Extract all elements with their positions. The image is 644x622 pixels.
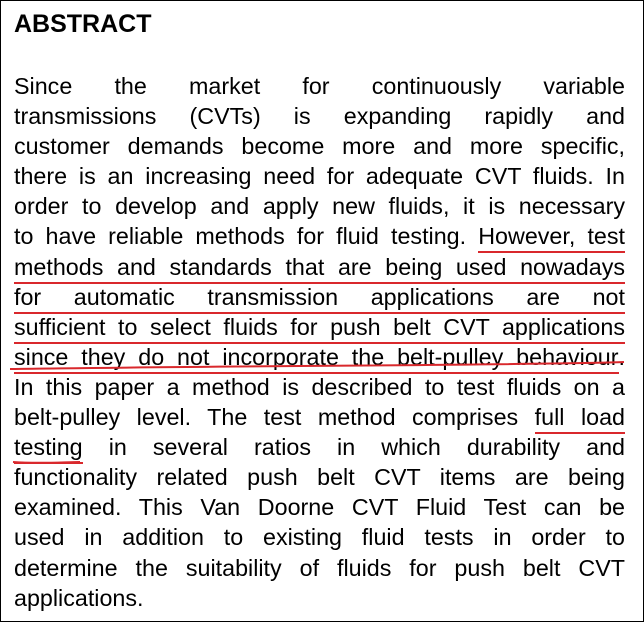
line-text: applications. [14, 584, 144, 611]
text-line [14, 191, 625, 221]
line-text: functionality related push belt CVT items are being [14, 464, 625, 491]
text-line [14, 372, 625, 402]
text-line [14, 342, 625, 372]
line-text: customer demands become more and more specific, [14, 133, 625, 160]
underlined-text: However, test [478, 223, 625, 250]
text-line [14, 492, 625, 522]
text-line [14, 161, 625, 191]
text-line [14, 583, 625, 613]
underlined-text: for automatic transmission applications are not [14, 283, 625, 310]
text-line [14, 221, 625, 251]
text-line [14, 553, 625, 583]
line-text: Since the market for continuously variable [14, 73, 625, 99]
text-line [14, 312, 625, 342]
line-text: determine the suitability of fluids for push belt CVT [14, 554, 625, 581]
line-text: transmissions (CVTs) is expanding rapidly and [14, 103, 625, 130]
text-line [14, 101, 625, 131]
underlined-text: full load [534, 404, 625, 431]
underlined-text: sufficient to select fluids for push belt CVT applications [14, 313, 625, 340]
text-line [14, 462, 625, 492]
line-text: order to develop and apply new fluids, it is necessary [14, 193, 625, 220]
text-line [14, 432, 625, 462]
line-text: examined. This Van Doorne CVT Fluid Test can be [14, 494, 625, 521]
text-line [14, 252, 625, 282]
abstract-heading: ABSTRACT [14, 10, 152, 38]
underlined-text: testing [14, 434, 83, 461]
text-line [14, 402, 625, 432]
line-text: there is an increasing need for adequate CVT fluids. In [14, 163, 625, 190]
text-line [14, 522, 625, 552]
line-text: to have reliable methods for fluid testing. [14, 223, 479, 250]
abstract-body [14, 71, 625, 613]
underlined-text: since they do not incorporate the belt-pulley behaviour [14, 343, 619, 370]
line-text: belt-pulley level. The test method comprises [14, 404, 535, 431]
text-line [14, 282, 625, 312]
text-line [14, 131, 625, 161]
line-text: in several ratios in which durability and [82, 434, 625, 461]
line-text: . [618, 343, 625, 370]
line-text: used in addition to existing fluid tests in order to [14, 524, 625, 551]
line-text: In this paper a method is described to test fluids on a [14, 373, 625, 400]
text-line [14, 71, 625, 101]
underlined-text: methods and standards that are being used nowadays [14, 253, 625, 280]
